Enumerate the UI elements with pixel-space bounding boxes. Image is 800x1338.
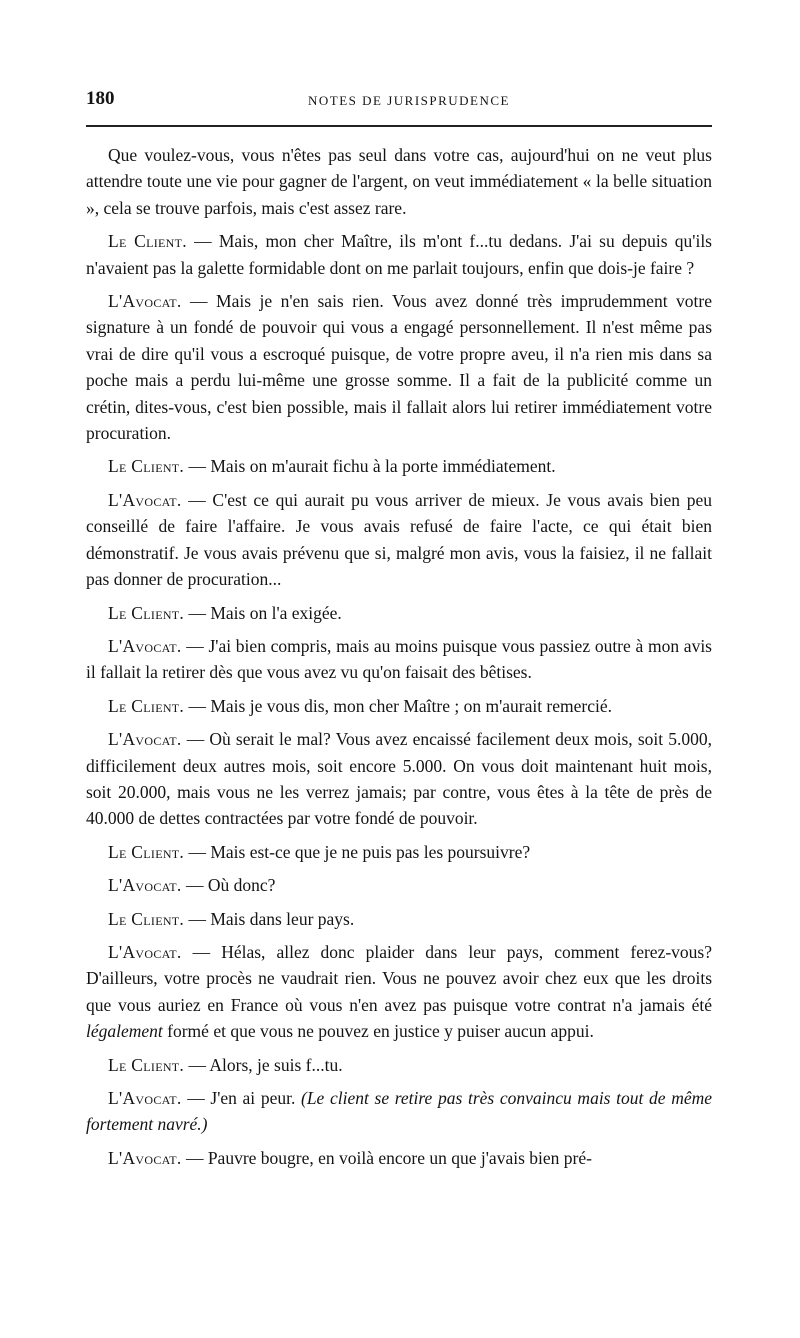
dialogue-paragraph [86,872,712,898]
dialogue-paragraph [86,693,712,719]
paragraph-text-continued: formé et que vous ne pouvez en justice y puiser aucun appui. [162,1021,594,1042]
speaker-dash: — [181,941,222,962]
speaker-name: Le Client. [108,231,187,252]
paragraph-text: Mais dans leur pays. [210,908,355,929]
paragraph-text: Que voulez-vous, vous n'êtes pas seul dans votre cas, aujourd'hui on ne veut plus attendre toute une vie pour gagner de l'argent, on veut immédiatement « la belle situation », cela se trouve parfois, mais c'est assez rare. [86,145,712,218]
speaker-dash: — [181,635,209,656]
speaker-name: Le Client. [108,695,185,716]
paragraph-text: Mais je n'en sais rien. Vous avez donné très imprudemment votre signature à un fondé de pouvoir qui vous a engagé personnellement. Il n'est même pas vrai de dire qu'il vous a escroqué puisque, de votre propre aveu, il n'a rien mis dans sa poche mais a perdu lui-même une grosse somme. Il a fait de la publicité comme un crétin, dites-vous, c'est bien possible, mais il fallait alors lui retirer immédiatement votre procuration. [86,291,712,444]
dialogue-paragraph [86,633,712,686]
speaker-name: L'Avocat. [108,1147,182,1168]
header-rule [86,125,712,127]
paragraph-text: J'en ai peur. [210,1088,296,1108]
stage-direction: (Le client se retire pas très convaincu mais tout de même fortement navré.) [86,1088,713,1135]
paragraph-text: Où serait le mal? Vous avez encaissé facilement deux mois, soit 5.000, difficilement deux autres mois, soit encore 5.000. On vous doit maintenant huit mois, soit 20.000, mais vous ne les verrez jamais; par contre, vous êtes à la tête de près de 40.000 de dettes contractées par votre fondé de pouvoir. [86,729,713,829]
paragraph-text: Mais on m'aurait fichu à la porte immédiatement. [210,456,556,477]
speaker-dash: — [184,456,211,477]
dialogue-paragraph [86,600,712,626]
dialogue-paragraph [86,487,712,593]
speaker-name: Le Client. [108,456,185,477]
paragraph-text: Hélas, allez donc plaider dans leur pays, comment ferez-vous? D'ailleurs, votre procès ne vaudrait rien. Vous ne pouvez avoir chez eux que les droits que vous auriez en France où vous n'en avez pas puisque votre contrat n'a jamais été [86,941,712,1015]
dialogue-paragraph [86,939,712,1045]
speaker-dash: — [181,875,208,896]
dialogue-paragraph [86,906,712,932]
paragraph-text: Alors, je suis f...tu. [209,1054,343,1075]
speaker-name: Le Client. [108,1054,185,1075]
dialogue-body [86,142,712,1178]
emphasized-word: légalement [86,1021,163,1042]
speaker-name: L'Avocat. [108,941,182,962]
paragraph-text: Mais, mon cher Maître, ils m'ont f...tu dedans. J'ai su depuis qu'ils n'avaient pas la galette formidable dont on me parlait toujours, enfin que dois-je faire ? [86,231,712,278]
running-title: NOTES DE JURISPRUDENCE [307,93,510,108]
speaker-dash: — [184,602,211,623]
dialogue-paragraph [86,1085,712,1138]
speaker-dash: — [181,1147,208,1168]
speaker-name: Le Client. [108,602,185,623]
paragraph-text: Où donc? [207,875,276,896]
dialogue-paragraph [86,839,712,865]
dialogue-paragraph [86,726,712,832]
dialogue-paragraph [86,228,712,281]
dialogue-paragraph [86,1145,712,1171]
speaker-name: Le Client. [108,908,185,929]
paragraph-text: C'est ce qui aurait pu vous arriver de mieux. Je vous avais bien peu conseillé de faire l'affaire. Je vous avais refusé de faire l'acte, ce qui était bien démonstratif. Je vous avais prévenu que si, malgré mon avis, vous la faisiez, il ne fallait pas donner de procuration... [86,489,712,590]
speaker-name: L'Avocat. [108,291,182,312]
speaker-name: L'Avocat. [108,489,182,510]
paragraph-text: Mais je vous dis, mon cher Maître ; on m'aurait remercié. [210,695,613,716]
speaker-dash: — [184,695,211,716]
speaker-dash: — [181,729,210,750]
dialogue-paragraph [86,1052,712,1078]
page-number: 180 [86,88,115,109]
paragraph-text: Pauvre bougre, en voilà encore un que j'avais bien pré- [207,1147,592,1168]
speaker-dash: — [184,908,211,929]
speaker-name: L'Avocat. [108,1088,182,1108]
paragraph-text: Mais est-ce que je ne puis pas les poursuivre? [210,841,531,862]
speaker-name: Le Client. [108,841,185,862]
speaker-dash: — [184,841,211,862]
speaker-name: L'Avocat. [108,875,182,896]
speaker-dash: — [181,489,213,510]
speaker-dash: — [181,291,217,312]
speaker-dash: — [181,1088,211,1108]
dialogue-paragraph [86,288,712,446]
page-header [86,88,712,114]
speaker-dash: — [186,231,219,252]
speaker-dash: — [184,1054,210,1075]
paragraph-text: Mais on l'a exigée. [210,602,342,623]
paragraph-text: J'ai bien compris, mais au moins puisque vous passiez outre à mon avis il fallait la retirer dès que vous avez vu qu'on faisait des bêtises. [86,635,712,683]
dialogue-paragraph [86,453,712,479]
dialogue-paragraph [86,142,712,221]
speaker-name: L'Avocat. [108,635,182,656]
speaker-name: L'Avocat. [108,729,182,750]
